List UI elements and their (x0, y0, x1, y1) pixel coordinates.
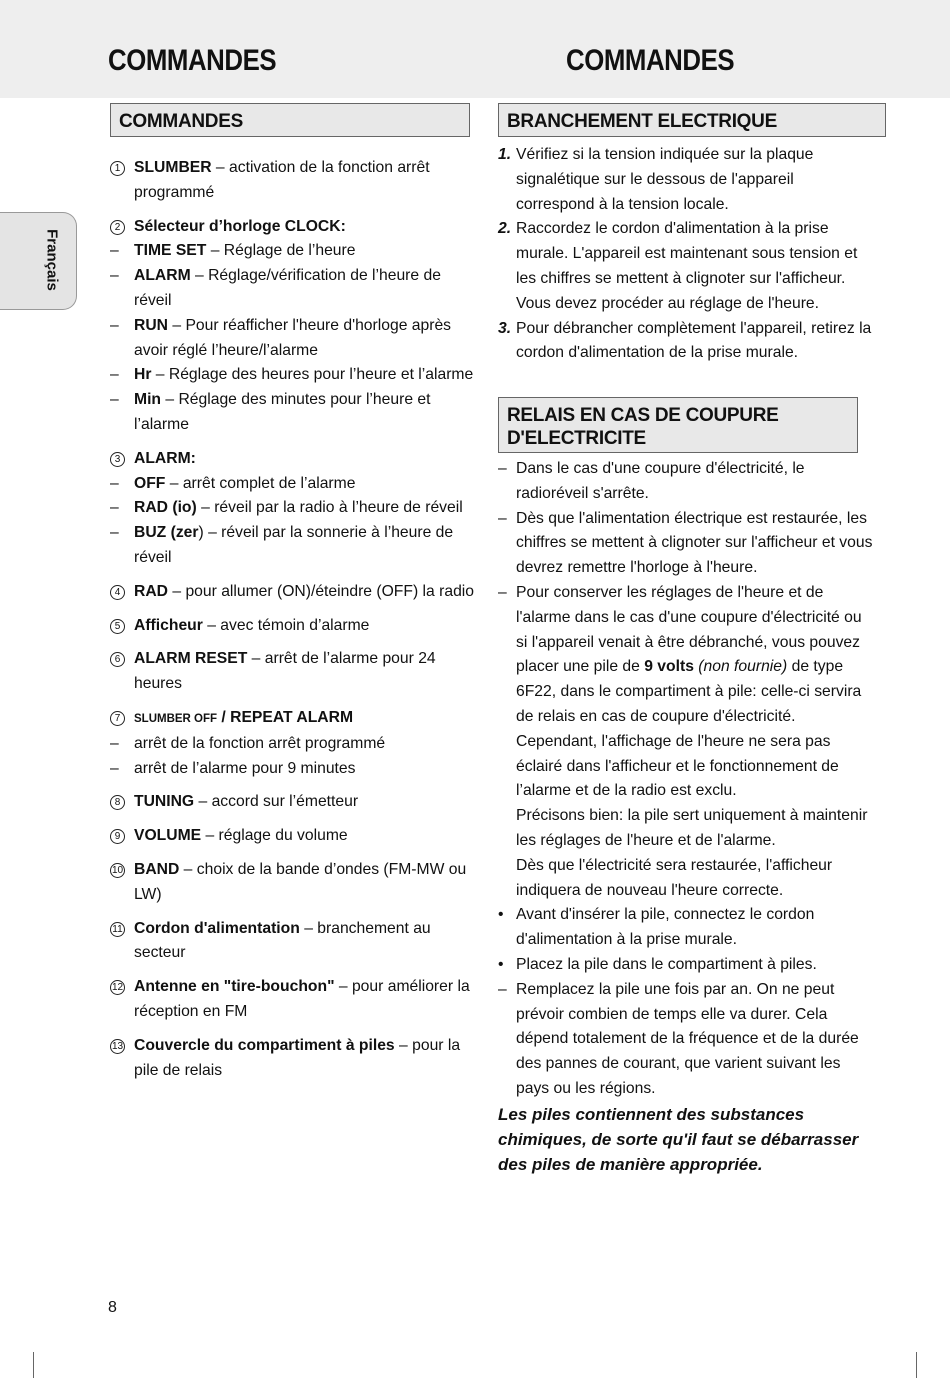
item-number: 12 (111, 982, 124, 994)
item-number: 7 (110, 711, 125, 726)
controls-list (110, 156, 482, 1083)
control-name: Cordon d'alimentation (134, 919, 300, 937)
control-name: VOLUME (134, 827, 202, 845)
item-number: 5 (110, 619, 125, 634)
list-item (110, 647, 482, 697)
control-name: SLUMBER (134, 159, 212, 176)
list-item (110, 824, 482, 849)
control-name: Sélecteur d’horloge CLOCK: (134, 217, 346, 235)
list-item (110, 975, 482, 1025)
control-desc: – pour améliorer la réception en FM (134, 978, 470, 1020)
sub-item: – OFF – arrêt complet de l’alarme (110, 474, 356, 492)
sub-item: – BUZ (zer) – réveil par la sonnerie à l’heure de réveil (110, 524, 454, 566)
step-item: 2. Raccordez le cordon d'alimentation à la prise murale. L'appareil est maintenant sous tension et les chiffres se mettent à clignoter sur l'afficheur. Vous devez procéder au réglage de l'heure. (498, 220, 858, 312)
control-name: ALARM RESET (134, 650, 248, 668)
list-item: 7 SLUMBER OFF / REPEAT ALARM (110, 706, 482, 732)
list-item (110, 1034, 482, 1084)
section-heading-relais: RELAIS EN CAS DE COUPURE D'ELECTRICITE (498, 397, 858, 453)
page-title-left: COMMANDES (108, 44, 277, 77)
control-name: REPEAT ALARM (230, 708, 354, 726)
item-number: 11 (110, 922, 125, 937)
item-number: 3 (110, 452, 125, 467)
sub-item: – Min – Réglage des minutes pour l’heure et l’alarme (110, 391, 431, 433)
list-item: • Placez la pile dans le compartiment à piles. (498, 955, 817, 973)
sub-item: – TIME SET – Réglage de l’heure (110, 242, 356, 260)
control-desc: – pour la pile de relais (134, 1036, 461, 1079)
section-heading-branchement: BRANCHEMENT ELECTRIQUE (498, 103, 886, 137)
item-number: 10 (111, 864, 124, 876)
list-item: • Avant d'insérer la pile, connectez le cordon d'alimentation à la prise murale. (498, 906, 815, 949)
control-name: TUNING (134, 793, 195, 811)
step-item: 3. Pour débrancher complètement l'appareil, retirez la cordon d'alimentation de la prise murale. (498, 319, 872, 362)
item-number: 9 (110, 829, 125, 844)
control-desc: – branchement au secteur (134, 919, 431, 962)
list-item (110, 447, 482, 472)
list-item: – Dès que l'alimentation électrique est restaurée, les chiffres se mettent à clignoter sur l'afficheur et vous devrez remettre l'horloge à l'heure. (498, 509, 873, 577)
sub-item: – arrêt de la fonction arrêt programmé (110, 734, 386, 752)
item-number: 2 (110, 220, 125, 235)
control-name: RAD (134, 582, 168, 600)
paragraph: Précisons bien: la pile sert uniquement à maintenir les réglages de l'heure et de l'alarme. (516, 807, 868, 849)
power-steps (498, 143, 874, 366)
page-title-right: COMMANDES (566, 44, 735, 77)
section-heading-commandes: COMMANDES (110, 103, 470, 137)
crop-mark (916, 1352, 917, 1378)
sub-item: – RAD (io) – réveil par la radio à l’heure de réveil (110, 499, 463, 517)
sub-item: – RUN – Pour réafficher l'heure d'horloge après avoir réglé l’heure/l’alarme (110, 316, 452, 359)
item-number: 6 (110, 652, 125, 667)
control-name: ALARM: (134, 449, 196, 467)
page-number: 8 (108, 1299, 117, 1316)
list-item (110, 580, 482, 605)
disposal-warning: Les piles contiennent des substances chimiques, de sorte qu'il faut se débarrasser des piles de manière appropriée. (498, 1104, 859, 1174)
item-number: 13 (111, 1040, 124, 1052)
sub-item: – arrêt de l’alarme pour 9 minutes (110, 759, 356, 777)
control-name-small: SLUMBER OFF (134, 712, 218, 725)
list-item: – Dans le cas d'une coupure d'électricité, le radioréveil s'arrête. (498, 460, 805, 502)
control-desc: – réglage du volume (201, 827, 348, 845)
list-item: – Remplacez la pile une fois par an. On ne peut prévoir combien de temps elle va durer. Cela dépend totalement de la fréquence et de la durée des pannes de courant, que varient suivant les pays ou les régions. (498, 980, 859, 1097)
item-number: 4 (110, 585, 125, 600)
control-name: Couvercle du compartiment à piles (134, 1036, 395, 1054)
control-name: Afficheur (134, 616, 203, 634)
control-desc: – avec témoin d’alarme (202, 616, 370, 634)
list-item (110, 917, 482, 967)
step-item: 1. Vérifiez si la tension indiquée sur la plaque signalétique sur le dessous de l'appareil correspond à la tension locale. (498, 146, 814, 213)
control-desc: – accord sur l’émetteur (194, 793, 359, 811)
list-item (110, 790, 482, 815)
sub-item: – Hr – Réglage des heures pour l’heure et l’alarme (110, 366, 474, 384)
list-item (110, 215, 482, 240)
control-name: Antenne en "tire-bouchon" (134, 978, 335, 996)
list-item (110, 858, 482, 908)
list-item (110, 156, 482, 206)
list-item (110, 614, 482, 639)
control-name: BAND (134, 860, 180, 878)
paragraph: Dès que l'électricité sera restaurée, l'afficheur indiquera de nouveau l'heure correcte. (516, 856, 833, 899)
item-number: 8 (110, 795, 125, 810)
language-tab (0, 212, 77, 310)
control-desc: – pour allumer (ON)/éteindre (OFF) la radio (168, 582, 475, 600)
relay-list (498, 457, 874, 1177)
language-tab-label: Français (43, 229, 61, 291)
sub-item: – ALARM – Réglage/vérification de l’heure de réveil (110, 267, 441, 309)
control-desc: – arrêt de l’alarme pour 24 heures (134, 650, 436, 693)
list-item: – Pour conserver les réglages de l'heure et de l'alarme dans le cas d'une coupure d'électricité ou si l'appareil venait à être débranché, vous pouvez placer une pile de 9 volts (non fournie) de type 6F22, dans le compartiment à pile: celle-ci servira de relais en cas de coupure d'électricité. Cependant, l'affichage de l'heure ne sera pas éclairé dans l'afficheur et le fonctionnement de l’alarme et de la radio est exclu. Précisons bien: la pile sert uniquement à maintenir les réglages de l'heure et de l'alarme. Dès que l'électricité sera restaurée, l'afficheur indiquera de nouveau l'heure correcte. (498, 581, 874, 903)
crop-mark (33, 1352, 34, 1378)
control-desc: – activation de la fonction arrêt programmé (134, 159, 430, 201)
item-number: 1 (110, 161, 125, 176)
control-desc: – choix de la bande d’ondes (FM-MW ou LW) (134, 860, 467, 903)
